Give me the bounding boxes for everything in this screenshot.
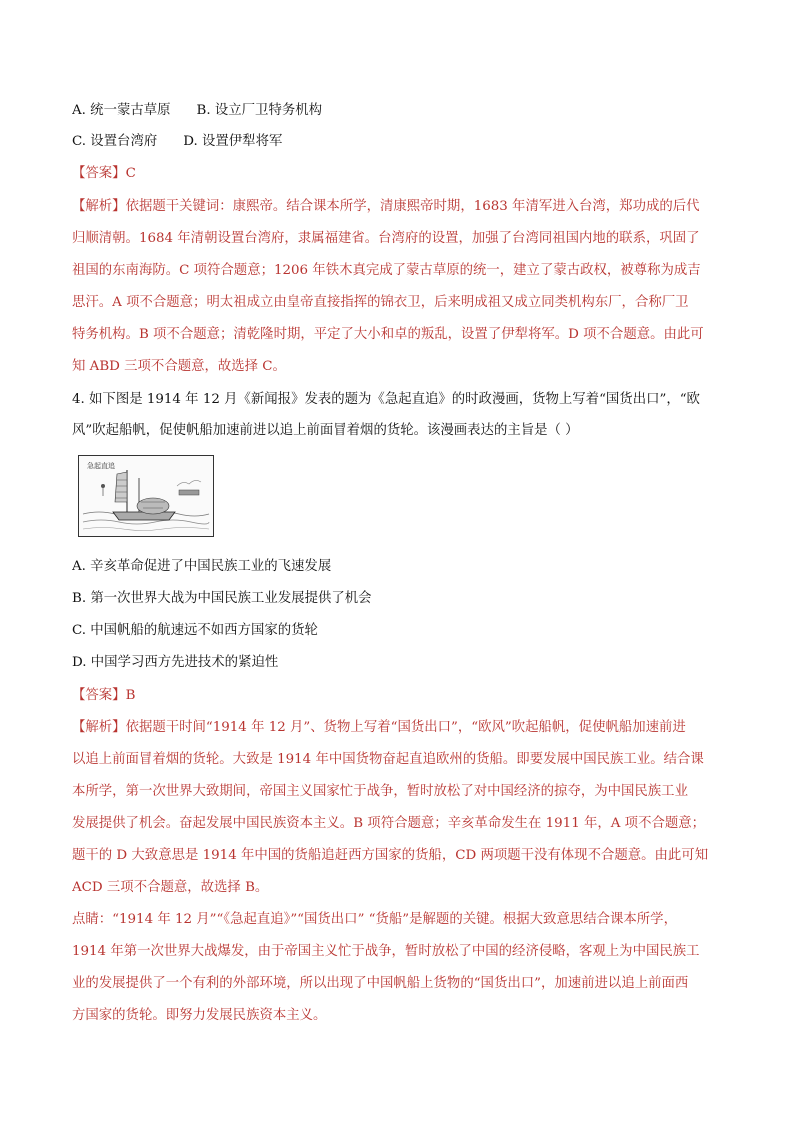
q4-answer-label: 【答案】: [72, 688, 126, 703]
q4-option-d: D. 中国学习西方先进技术的紧迫性: [72, 655, 279, 670]
q3-analysis-line-2: 归顺清朝。1684 年清朝设置台湾府，隶属福建省。台湾府的设置，加强了台湾同祖国内地的联系，巩固了: [72, 231, 700, 246]
q3-analysis-line-5: 特务机构。B 项不合题意；清乾隆时期，平定了大小和卓的叛乱，设置了伊犁将军。D 项不合题意。由此可: [72, 327, 704, 342]
q3-option-d: D. 设置伊犁将军: [183, 134, 283, 149]
q4-stem-line-1: 4. 如下图是 1914 年 12 月《新闻报》发表的题为《急起直追》的时政漫画，货物上写着“国货出口”，“欧: [72, 392, 700, 407]
q4-analysis-label: 【解析】: [72, 720, 126, 735]
q4-comment-line-2: 1914 年第一次世界大战爆发，由于帝国主义忙于战争，暂时放松了中国的经济侵略，客观上为中国民族工: [72, 944, 700, 959]
q3-answer: [72, 164, 732, 184]
q3-answer-value: C: [125, 166, 136, 181]
q3-options-row-1: [72, 101, 732, 121]
q4-analysis-line-6: ACD 三项不合题意，故选择 B。: [72, 880, 269, 895]
cartoon-caption: 急起直追: [87, 462, 115, 470]
q3-analysis-line-1: [72, 197, 732, 217]
q4-answer-value: B: [125, 688, 136, 703]
q4-analysis-line-2: 以追上前面冒着烟的货轮。大致是 1914 年中国货物奋起直追欧州的货船。即要发展中国民族工业。结合课: [72, 752, 704, 767]
q4-comment-line-4: 方国家的货轮。即努力发展民族资本主义。: [72, 1008, 327, 1023]
q4-analysis-line-3: 本所学，第一次世界大致期间，帝国主义国家忙于战争，暂时放松了对中国经济的掠夺，为中国民族工业: [72, 784, 688, 799]
q3-option-b: B. 设立厂卫特务机构: [196, 103, 323, 118]
q4-analysis-line-5: 题干的 D 大致意思是 1914 年中国的货船追赶西方国家的货船，CD 两项题干没有体现不合题意。由此可知: [72, 848, 709, 863]
q4-comment-line-3: 业的发展提供了一个有利的外部环境，所以出现了中国帆船上货物的“国货出口”，加速前进以追上前面西: [72, 976, 689, 991]
cartoon-drawing: [79, 456, 213, 536]
q3-options-row-2: [72, 132, 732, 152]
q3-answer-label: 【答案】: [72, 166, 126, 181]
q4-analysis-line-4: 发展提供了机会。奋起发展中国民族资本主义。B 项符合题意；辛亥革命发生在 1911 年，A 项不合题意；: [72, 816, 706, 831]
q4-stem-line-2: 风”吹起船帆，促使帆船加速前进以追上前面冒着烟的货轮。该漫画表达的主旨是（ ）: [72, 423, 579, 438]
q3-option-c: C. 设置台湾府: [72, 134, 158, 149]
cartoon-illustration: [78, 455, 214, 537]
q4-answer: [72, 686, 732, 706]
q4-analysis-text-1: 依据题干时间“1914 年 12 月”、货物上写着“国货出口”，“欧风”吹起船帆，促使帆船加速前进: [125, 720, 686, 735]
q3-option-a: A. 统一蒙古草原: [72, 103, 171, 118]
q3-analysis-line-3: 祖国的东南海防。C 项符合题意；1206 年铁木真完成了蒙古草原的统一，建立了蒙古政权，被尊称为成吉: [72, 263, 701, 278]
q4-analysis-line-1: [72, 718, 732, 738]
q4-option-b: B. 第一次世界大战为中国民族工业发展提供了机会: [72, 591, 372, 606]
q4-option-a: A. 辛亥革命促进了中国民族工业的飞速发展: [72, 559, 332, 574]
q3-analysis-line-6: 知 ABD 三项不合题意，故选择 C。: [72, 359, 286, 374]
q3-analysis-label: 【解析】: [72, 199, 126, 214]
q3-analysis-line-4: 思汗。A 项不合题意；明太祖成立由皇帝直接指挥的锦衣卫，后来明成祖又成立同类机构东厂，合称厂卫: [72, 295, 689, 310]
q4-option-c: C. 中国帆船的航速远不如西方国家的货轮: [72, 623, 318, 638]
q4-comment-line-1: 点睛：“1914 年 12 月”“《急起直追》”“国货出口” “货船”是解题的关键。根据大致意思结合课本所学，: [72, 912, 677, 927]
q3-analysis-text-1: 依据题干关键词：康熙帝。结合课本所学，清康熙帝时期，1683 年清军进入台湾，郑功成的后代: [125, 199, 700, 214]
